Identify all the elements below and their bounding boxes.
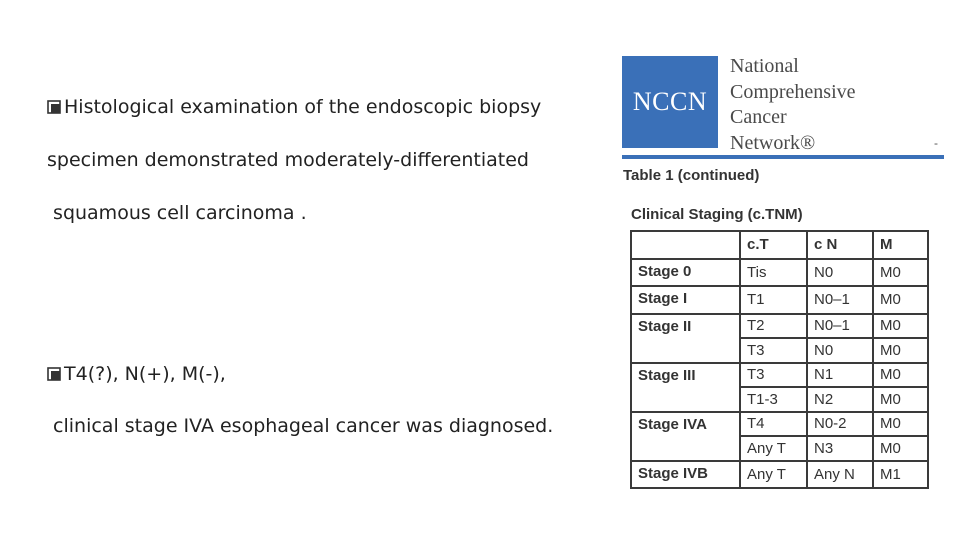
cn-cell: N0–1 xyxy=(807,314,873,339)
ct-cell: T3 xyxy=(740,363,807,388)
logo-word: Cancer xyxy=(730,106,787,128)
ct-cell: Tis xyxy=(740,259,807,287)
cn-cell: N3 xyxy=(807,436,873,461)
nccn-logo-words xyxy=(730,54,856,156)
logo-word: Network® xyxy=(730,131,816,154)
m-cell: M0 xyxy=(873,387,928,412)
m-cell: M0 xyxy=(873,363,928,388)
table-header-row xyxy=(631,231,928,259)
table-title: Clinical Staging (c.TNM) xyxy=(631,206,803,223)
ct-cell: Any T xyxy=(740,461,807,489)
header-cell: c.T xyxy=(740,231,807,259)
cn-cell: N1 xyxy=(807,363,873,388)
m-cell: M1 xyxy=(873,461,928,489)
nccn-logo-abbr: NCCN xyxy=(632,87,708,116)
ct-cell: T1-3 xyxy=(740,387,807,412)
stage-name-cell: Stage 0 xyxy=(631,259,740,287)
logo-rule xyxy=(622,155,944,159)
nccn-logo-box xyxy=(622,56,718,148)
stage-name-cell: Stage I xyxy=(631,286,740,314)
ct-cell: Any T xyxy=(740,436,807,461)
text-line-4-label: T4(?), N(+), M(-), xyxy=(64,363,226,385)
table-row xyxy=(631,461,928,489)
m-cell: M0 xyxy=(873,314,928,339)
m-cell: M0 xyxy=(873,436,928,461)
logo-dash: - xyxy=(934,136,938,150)
text-line-1-label: Histological examination of the endoscopic biopsy xyxy=(64,96,542,118)
stage-name-cell: Stage II xyxy=(631,314,740,363)
ct-cell: T4 xyxy=(740,412,807,437)
stage-name-cell: Stage IVA xyxy=(631,412,740,461)
logo-word: National xyxy=(730,55,799,77)
table-row xyxy=(631,363,928,388)
cn-cell: N0 xyxy=(807,338,873,363)
ct-cell: T3 xyxy=(740,338,807,363)
checkbox-bullet-icon xyxy=(47,367,61,381)
m-cell: M0 xyxy=(873,286,928,314)
cn-cell: N0-2 xyxy=(807,412,873,437)
cn-cell: Any N xyxy=(807,461,873,489)
table-row xyxy=(631,286,928,314)
m-cell: M0 xyxy=(873,412,928,437)
m-cell: M0 xyxy=(873,259,928,287)
cn-cell: N2 xyxy=(807,387,873,412)
logo-word: Comprehensive xyxy=(730,80,856,103)
table-row xyxy=(631,314,928,339)
cn-cell: N0 xyxy=(807,259,873,287)
header-cell: c N xyxy=(807,231,873,259)
m-cell: M0 xyxy=(873,338,928,363)
table-caption: Table 1 (continued) xyxy=(623,167,760,184)
cn-cell: N0–1 xyxy=(807,286,873,314)
checkbox-bullet-icon xyxy=(47,100,61,114)
ct-cell: T2 xyxy=(740,314,807,339)
text-line-1 xyxy=(47,96,541,118)
ct-cell: T1 xyxy=(740,286,807,314)
stage-name-cell: Stage III xyxy=(631,363,740,412)
text-line-4 xyxy=(47,363,226,385)
text-line-2: specimen demonstrated moderately-differentiated xyxy=(47,149,529,171)
table-row xyxy=(631,259,928,287)
staging-table xyxy=(630,230,929,489)
header-cell xyxy=(631,231,740,259)
header-cell: M xyxy=(873,231,928,259)
table-row xyxy=(631,412,928,437)
table-body xyxy=(631,259,928,489)
text-line-5: clinical stage IVA esophageal cancer was diagnosed. xyxy=(47,415,554,437)
stage-name-cell: Stage IVB xyxy=(631,461,740,489)
nccn-logo xyxy=(622,54,942,164)
text-line-3: squamous cell carcinoma . xyxy=(47,202,307,224)
